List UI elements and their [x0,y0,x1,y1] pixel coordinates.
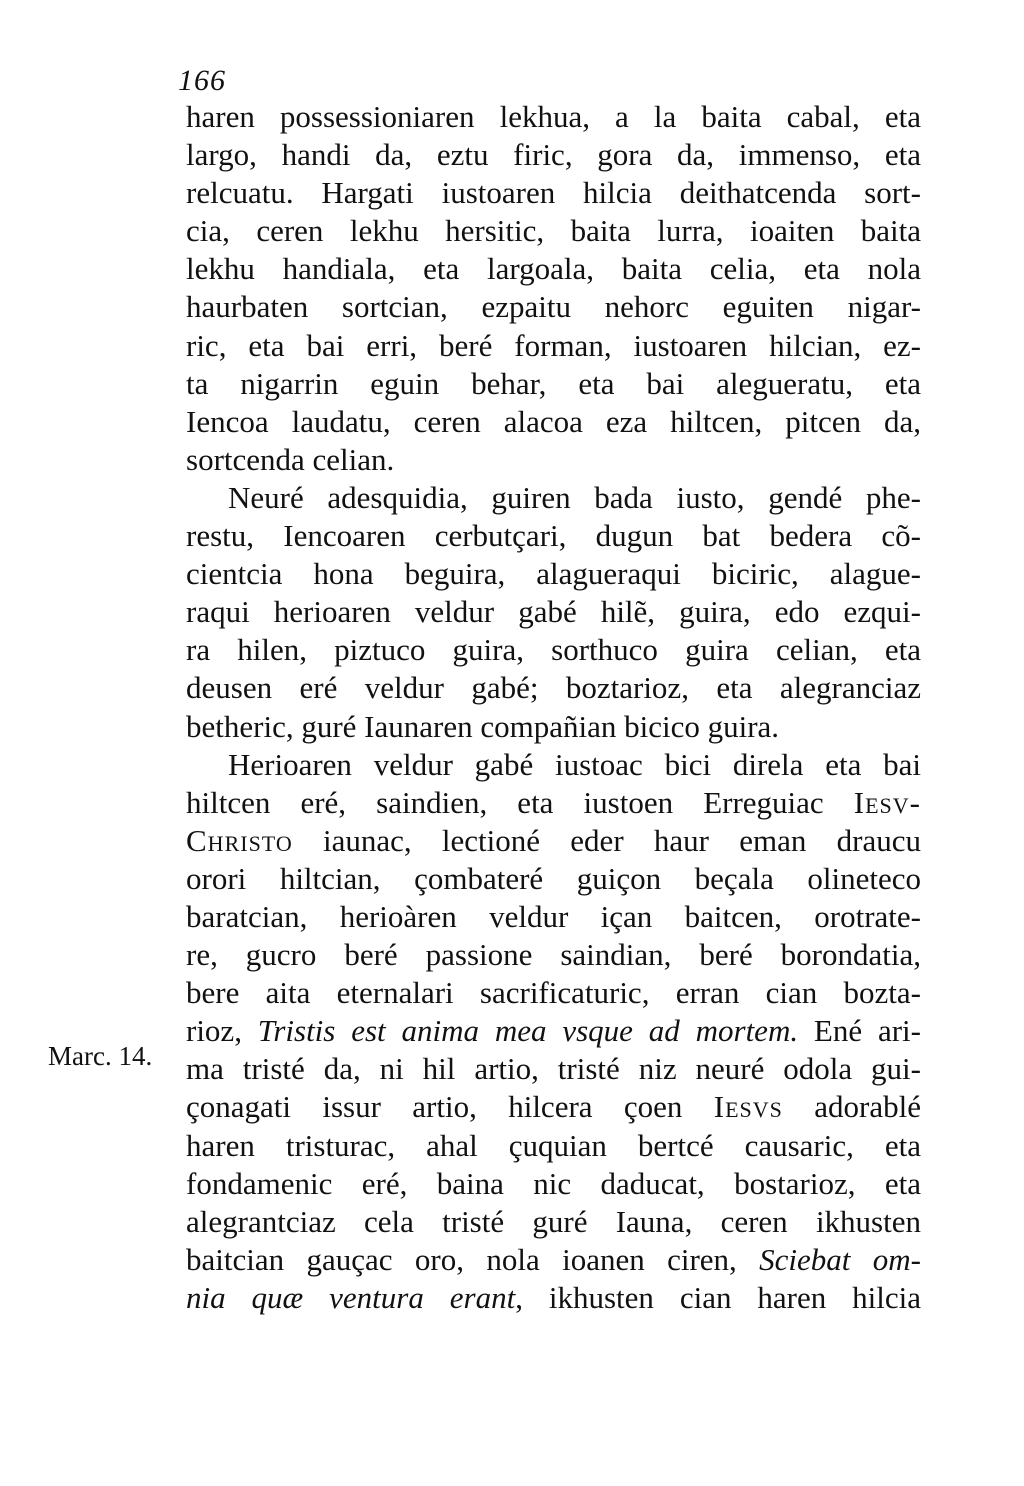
text-line [186,288,921,326]
text-segment: relcuatu. Hargati iustoaren hilcia deithatcenda sort- [186,175,921,211]
text-line [186,898,921,936]
text-segment: , ikhusten cian haren hilcia [515,1279,921,1315]
body-text [186,98,921,1317]
text-segment: ric, eta bai erri, beré forman, iustoaren hilcian, ez- [186,327,921,363]
text-segment: largo, handi da, eztu firic, gora da, immenso, eta [186,137,921,173]
text-line [186,1203,921,1241]
small-caps-name: Iesv- [853,784,921,820]
text-line [186,98,921,136]
text-segment: haurbaten sortcian, ezpaitu nehorc eguiten nigar- [186,289,921,325]
small-caps-name: Iesvs [713,1089,783,1125]
text-line [186,746,921,784]
text-segment: rioz, [186,1013,258,1049]
text-line [186,631,921,669]
text-segment: bere aita eternalari sacrificaturic, erran cian bozta- [186,975,921,1011]
text-segment: çonagati issur artio, hilcera çoen [186,1089,714,1125]
text-line [186,1241,921,1279]
text-line [186,327,921,365]
text-segment: adorablé [782,1089,921,1125]
text-segment: haren possessioniaren lekhua, a la baita cabal, eta [186,99,921,134]
text-segment: raqui herioaren veldur gabé hilẽ, guira, edo ezqui- [186,594,921,630]
text-line [186,822,921,860]
text-line [186,784,921,822]
latin-quote: nia quæ ventura erant [186,1279,516,1315]
text-line [186,708,921,746]
text-segment: fondamenic eré, baina nic daducat, bostarioz, eta [186,1165,921,1201]
text-segment: restu, Iencoaren cerbutçari, dugun bat bedera cõ- [186,518,921,554]
text-segment: alegrantciaz cela tristé guré Iauna, ceren ikhusten [186,1203,921,1239]
text-segment: ra hilen, piztuco guira, sorthuco guira celian, eta [186,632,921,668]
text-line [186,441,921,479]
text-segment: baitcian gauçac oro, nola ioanen ciren, [186,1241,760,1277]
text-line [186,669,921,707]
text-segment: re, gucro beré passione saindian, beré borondatia, [186,937,921,973]
text-segment: cia, ceren lekhu hersitic, baita lurra, ioaiten baita [186,213,921,249]
text-segment: deusen eré veldur gabé; boztarioz, eta alegranciaz [186,670,921,706]
text-segment: haren tristurac, ahal çuquian bertcé causaric, eta [186,1127,921,1163]
text-line [186,174,921,212]
text-line [186,1165,921,1203]
text-segment: hiltcen eré, saindien, eta iustoen Erreguiac [186,784,854,820]
text-line [186,479,921,517]
text-segment: lekhu handiala, eta largoala, baita celia, eta nola [186,251,921,287]
text-segment: orori hiltcian, çombateré guiçon beçala olineteco [186,860,921,896]
text-line [186,936,921,974]
text-segment: Herioaren veldur gabé iustoac bici direla eta bai [228,746,921,782]
text-segment: ma tristé da, ni hil artio, tristé niz neuré odola gui- [186,1051,921,1087]
text-line [186,517,921,555]
text-segment: Iencoa laudatu, ceren alacoa eza hiltcen, pitcen da, [186,403,921,439]
text-line [186,860,921,898]
text-line [186,593,921,631]
page-number: 166 [178,64,226,97]
text-line [186,403,921,441]
small-caps-name: Christo [186,822,293,858]
latin-quote: Sciebat om- [759,1241,921,1277]
text-segment: Neuré adesquidia, guiren bada iusto, gendé phe- [228,479,921,515]
text-segment: baratcian, herioàren veldur içan baitcen, orotrate- [186,898,921,934]
text-segment: ta nigarrin eguin behar, eta bai alegueratu, eta [186,365,921,401]
text-segment: iaunac, lectioné eder haur eman draucu [292,822,921,858]
text-line [186,1012,921,1050]
margin-note: Marc. 14. [48,1041,153,1071]
text-segment: sortcenda celian. [186,441,395,477]
text-line [186,365,921,403]
text-segment: Ené ari- [798,1013,921,1049]
text-line [186,212,921,250]
text-segment: betheric, guré Iaunaren compañian bicico guira. [186,708,780,744]
text-segment: cientcia hona beguira, alagueraqui biciric, alague- [186,556,921,592]
text-line [186,1050,921,1088]
text-line [186,1088,921,1126]
text-line [186,250,921,288]
latin-quote: Tristis est anima mea vsque ad mortem. [257,1013,799,1049]
text-line [186,1279,921,1317]
text-line [186,136,921,174]
text-line [186,555,921,593]
text-line [186,1127,921,1165]
text-line [186,974,921,1012]
